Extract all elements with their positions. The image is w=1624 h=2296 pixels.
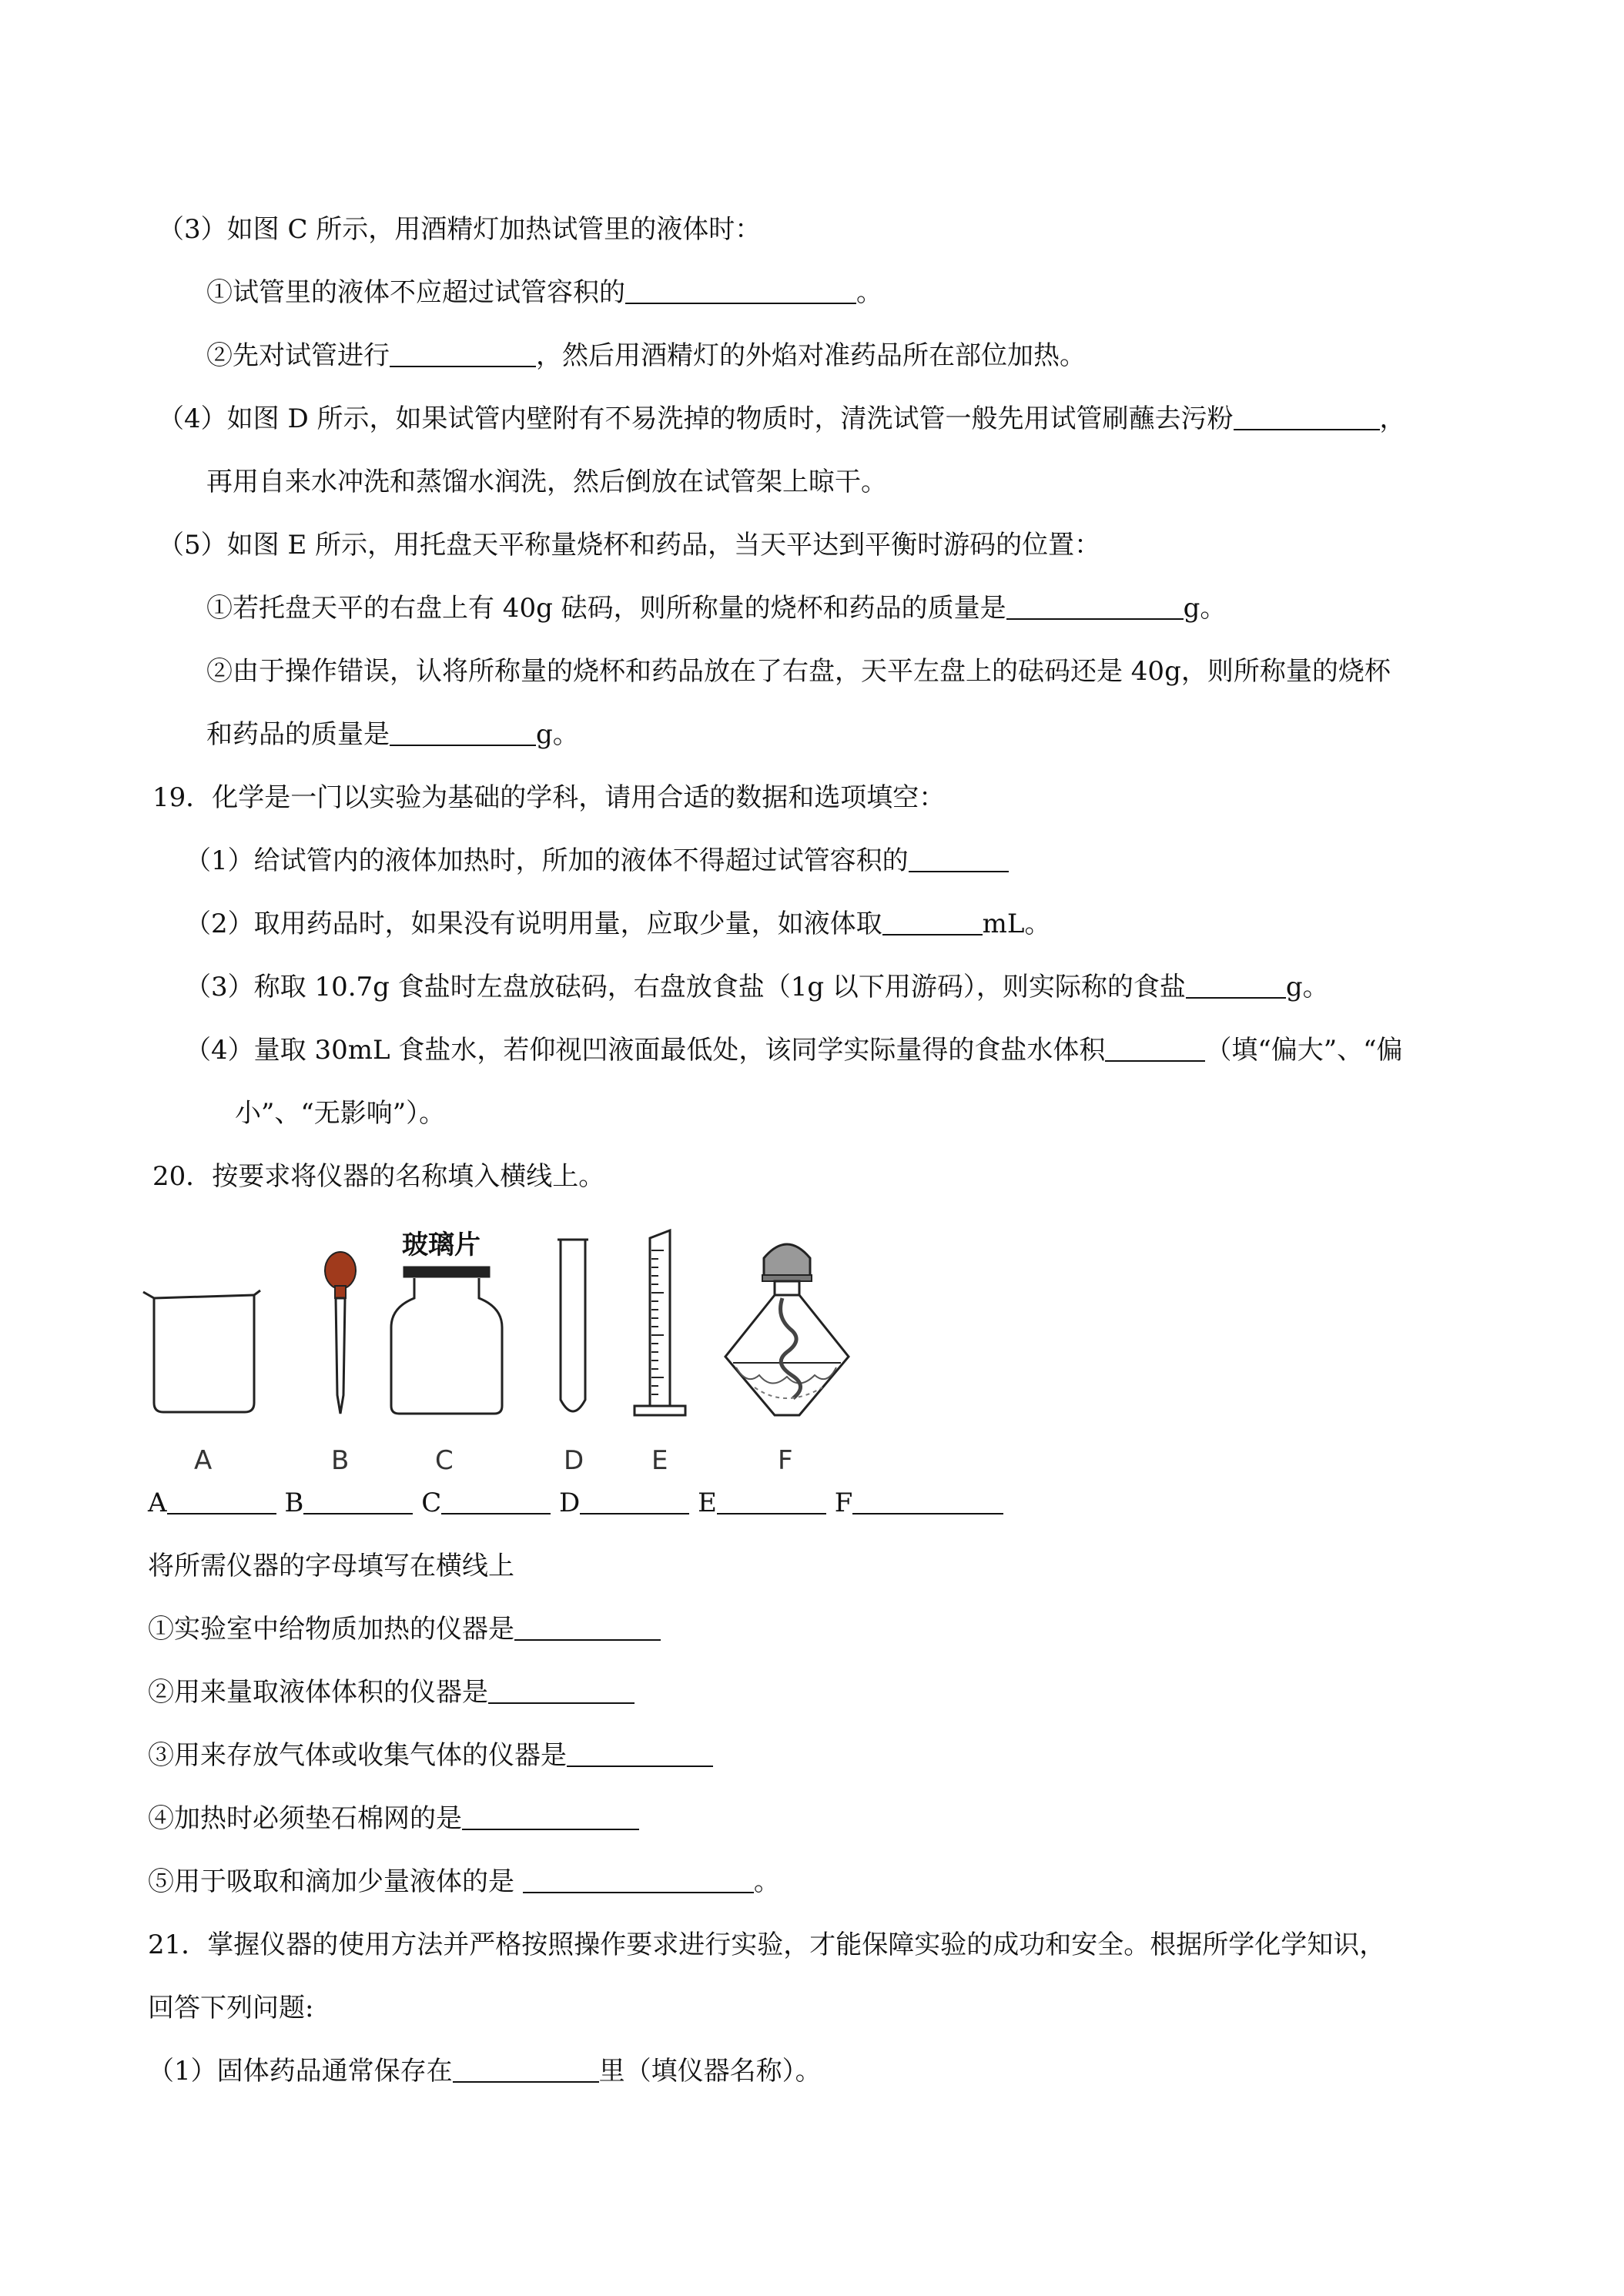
answer-blank[interactable] bbox=[625, 279, 856, 304]
text: （4）量取 30mL 食盐水，若仰视凹液面最低处，该同学实际量得的食盐水体积 bbox=[185, 1035, 1106, 1066]
figure-label-d: D bbox=[564, 1445, 584, 1476]
text: ②由于操作错误，认将所称量的烧杯和药品放在了右盘，天平左盘上的砝码还是 40g，则所称量的烧杯 bbox=[206, 656, 1391, 687]
text: mL。 bbox=[982, 909, 1051, 939]
q18-part4 bbox=[158, 402, 1406, 436]
text: g。 bbox=[536, 719, 579, 750]
answer-blank[interactable] bbox=[717, 1490, 826, 1514]
q19-item1 bbox=[185, 844, 1009, 878]
answer-blank[interactable] bbox=[523, 1869, 754, 1893]
q18-part5 bbox=[158, 528, 1100, 562]
text: （3）称取 10.7g 食盐时左盘放砝码，右盘放食盐（1g 以下用游码），则实际称的食盐 bbox=[185, 972, 1186, 1002]
q21-title bbox=[148, 1928, 1385, 1962]
answer-letter-e: E bbox=[698, 1488, 717, 1518]
q20-sub1 bbox=[148, 1612, 661, 1646]
answer-blank[interactable] bbox=[514, 1616, 661, 1641]
text: 。 bbox=[856, 277, 882, 308]
q19-item4 bbox=[185, 1033, 1402, 1067]
answer-blank[interactable] bbox=[852, 1490, 1003, 1514]
answer-blank[interactable] bbox=[488, 1679, 635, 1704]
answer-letter-a: A bbox=[148, 1488, 167, 1518]
q20-sub5 bbox=[148, 1865, 780, 1899]
text: 。 bbox=[753, 1866, 780, 1897]
text: ③用来存放气体或收集气体的仪器是 bbox=[148, 1740, 567, 1771]
text: ①若托盘天平的右盘上有 40g 砝码，则所称量的烧杯和药品的质量是 bbox=[206, 593, 1006, 624]
answer-blank[interactable] bbox=[1234, 406, 1380, 430]
figure-label-f: F bbox=[778, 1445, 793, 1476]
text: ④加热时必须垫石棉网的是 bbox=[148, 1803, 462, 1834]
text: （3）如图 C 所示，用酒精灯加热试管里的液体时： bbox=[158, 214, 762, 245]
q18-part5-2-cont bbox=[206, 718, 579, 751]
text: g。 bbox=[1285, 972, 1329, 1002]
text: 回答下列问题: bbox=[148, 1993, 314, 2023]
q20-title bbox=[152, 1160, 604, 1193]
q19-title bbox=[152, 781, 945, 815]
glass-plate-label: 玻璃片 bbox=[402, 1230, 481, 1260]
text: 和药品的质量是 bbox=[206, 719, 390, 750]
answer-blank[interactable] bbox=[303, 1490, 413, 1514]
q18-part3-1 bbox=[206, 276, 882, 310]
text: （5）如图 E 所示，用托盘天平称量烧杯和药品，当天平达到平衡时游码的位置： bbox=[158, 530, 1101, 561]
answer-blank[interactable] bbox=[580, 1490, 689, 1514]
figure-label-b: B bbox=[331, 1445, 350, 1476]
answer-letter-b: B bbox=[284, 1488, 304, 1518]
answer-blank[interactable] bbox=[1006, 595, 1184, 620]
q20-sub2 bbox=[148, 1675, 635, 1709]
answer-blank[interactable] bbox=[909, 848, 1009, 872]
answer-letter-f: F bbox=[834, 1488, 853, 1518]
q19-item4-cont bbox=[235, 1096, 445, 1130]
answer-blank[interactable] bbox=[390, 721, 536, 746]
text: 里（填仪器名称）。 bbox=[598, 2056, 822, 2087]
answer-blank[interactable] bbox=[167, 1490, 276, 1514]
gas-bottle-icon bbox=[391, 1230, 502, 1414]
text: ②先对试管进行 bbox=[206, 340, 390, 371]
text: （4）如图 D 所示，如果试管内壁附有不易洗掉的物质时，清洗试管一般先用试管刷蘸去污粉 bbox=[158, 403, 1234, 434]
measuring-cylinder-icon bbox=[635, 1230, 685, 1415]
answer-blank[interactable] bbox=[1186, 974, 1286, 999]
text: ②用来量取液体体积的仪器是 bbox=[148, 1677, 488, 1708]
answer-blank[interactable] bbox=[462, 1806, 639, 1830]
answer-blank[interactable] bbox=[453, 2058, 599, 2083]
q21-item1 bbox=[148, 2054, 822, 2088]
q18-part4-cont bbox=[206, 465, 887, 499]
text: （1）给试管内的液体加热时，所加的液体不得超过试管容积的 bbox=[185, 845, 909, 876]
lab-instruments-figure bbox=[139, 1224, 909, 1486]
answer-blank[interactable] bbox=[390, 343, 536, 367]
answer-blank[interactable] bbox=[1105, 1037, 1205, 1062]
q19-item2 bbox=[185, 907, 1050, 941]
text: ，然后用酒精灯的外焰对准药品所在部位加热。 bbox=[536, 340, 1086, 371]
q21-title-cont bbox=[148, 1991, 313, 2025]
figure-label-c: C bbox=[435, 1445, 454, 1476]
q18-part3 bbox=[158, 213, 761, 246]
answer-blank[interactable] bbox=[567, 1742, 713, 1767]
text: ， bbox=[1379, 403, 1406, 434]
dropper-icon bbox=[325, 1252, 356, 1414]
answer-letter-c: C bbox=[421, 1488, 442, 1518]
beaker-icon bbox=[143, 1290, 260, 1412]
answer-letter-d: D bbox=[559, 1488, 581, 1518]
q20-instruction bbox=[148, 1549, 514, 1583]
text: 将所需仪器的字母填写在横线上 bbox=[148, 1551, 514, 1581]
test-tube-icon bbox=[558, 1240, 588, 1411]
text: 小”、“无影响”）。 bbox=[235, 1098, 446, 1129]
text: 20．按要求将仪器的名称填入横线上。 bbox=[152, 1161, 605, 1192]
q19-item3 bbox=[185, 970, 1329, 1004]
alcohol-lamp-icon bbox=[725, 1244, 849, 1415]
answer-blank[interactable] bbox=[882, 911, 983, 935]
q18-part5-1 bbox=[206, 591, 1226, 625]
text: g。 bbox=[1183, 593, 1227, 624]
text: 19．化学是一门以实验为基础的学科，请用合适的数据和选项填空： bbox=[152, 782, 946, 813]
text: （填“偏大”、“偏 bbox=[1205, 1035, 1403, 1066]
text: ①试管里的液体不应超过试管容积的 bbox=[206, 277, 625, 308]
text: （1）固体药品通常保存在 bbox=[148, 2056, 453, 2087]
q20-name-answers bbox=[148, 1486, 1003, 1520]
text: ⑤用于吸取和滴加少量液体的是 bbox=[148, 1866, 523, 1897]
text: 21．掌握仪器的使用方法并严格按照操作要求进行实验，才能保障实验的成功和安全。根据所学化学知识， bbox=[148, 1930, 1386, 1960]
text: ①实验室中给物质加热的仪器是 bbox=[148, 1614, 514, 1645]
answer-blank[interactable] bbox=[441, 1490, 551, 1514]
text: （2）取用药品时，如果没有说明用量，应取少量，如液体取 bbox=[185, 909, 882, 939]
text: 再用自来水冲洗和蒸馏水润洗，然后倒放在试管架上晾干。 bbox=[206, 467, 887, 497]
q20-sub4 bbox=[148, 1802, 639, 1836]
figure-label-e: E bbox=[651, 1445, 668, 1476]
q18-part5-2 bbox=[206, 654, 1391, 688]
figure-label-a: A bbox=[194, 1445, 213, 1476]
q18-part3-2 bbox=[206, 339, 1086, 373]
q20-sub3 bbox=[148, 1739, 713, 1772]
